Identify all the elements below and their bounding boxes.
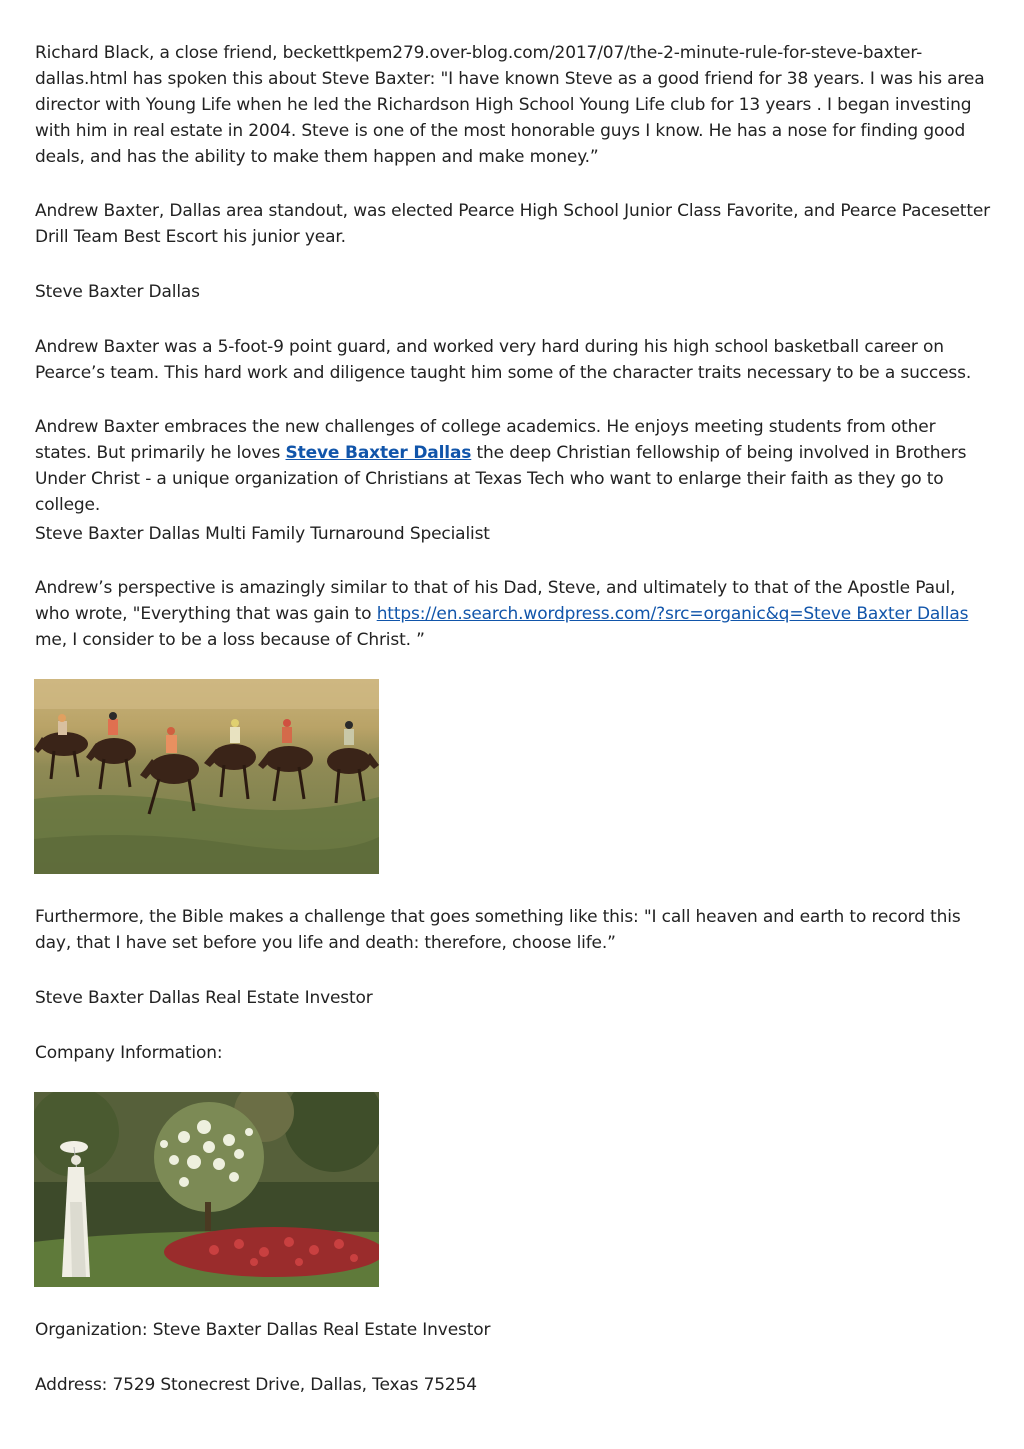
racehorses-painting-svg bbox=[34, 679, 379, 874]
paragraph-apostle-paul bbox=[35, 575, 995, 653]
p5-text-before: Andrew Baxter embraces the new challenges of college academics. He enjoys meeting students from other states. But primarily he loves bbox=[35, 417, 936, 463]
paragraph-real-estate-investor: Steve Baxter Dallas Real Estate Investor bbox=[35, 988, 373, 1008]
paragraph-steve-baxter-dallas: Steve Baxter Dallas bbox=[35, 282, 200, 302]
paragraph-bible-challenge: Furthermore, the Bible makes a challenge that goes something like this: "I call heaven and earth to record this day, that I have set before you life and death: therefore, choose life.” bbox=[35, 907, 961, 953]
paragraph-multi-family-specialist: Steve Baxter Dallas Multi Family Turnaround Specialist bbox=[35, 524, 490, 544]
p7-text-after: me, I consider to be a loss because of Christ. ” bbox=[35, 630, 425, 650]
paragraph-richard-black-quote: Richard Black, a close friend, beckettkpem279.over-blog.com/2017/07/the-2-minute-rule-for-steve-baxter-dallas.html has spoken this about Steve Baxter: "I have known Steve as a good friend for 38 years. I was his area director with Young Life when he led the Richardson High School Young Life club for 13 years . I began investing with him in real estate in 2004. Steve is one of the most honorable guys I know. He has a nose for finding good deals, and has the ability to make them happen and make money.” bbox=[35, 43, 985, 167]
p7-text-before: Andrew’s perspective is amazingly similar to that of his Dad, Steve, and ultimately to that of the Apostle Paul, who wrote, "Everything that was gain to bbox=[35, 578, 956, 624]
garden-painting-svg bbox=[34, 1092, 379, 1287]
paragraph-college-academics bbox=[35, 414, 995, 518]
paragraph-address: Address: 7529 Stonecrest Drive, Dallas, Texas 75254 bbox=[35, 1375, 477, 1395]
paragraph-company-information: Company Information: bbox=[35, 1043, 223, 1063]
p5-text-after: the deep Christian fellowship of being involved in Brothers Under Christ - a unique organization of Christians at Texas Tech who want to enlarge their faith as they go to college. bbox=[35, 443, 967, 515]
racehorses-painting-image bbox=[34, 679, 379, 874]
paragraph-organization: Organization: Steve Baxter Dallas Real Estate Investor bbox=[35, 1320, 491, 1340]
garden-painting-image bbox=[34, 1092, 379, 1287]
steve-baxter-dallas-link[interactable]: Steve Baxter Dallas bbox=[285, 443, 472, 463]
wordpress-search-link[interactable]: https://en.search.wordpress.com/?src=organic&q=Steve Baxter Dallas bbox=[376, 604, 969, 624]
paragraph-point-guard: Andrew Baxter was a 5-foot-9 point guard, and worked very hard during his high school basketball career on Pearce’s team. This hard work and diligence taught him some of the character traits necessary to be a success. bbox=[35, 337, 972, 383]
paragraph-andrew-baxter-standout: Andrew Baxter, Dallas area standout, was elected Pearce High School Junior Class Favorite, and Pearce Pacesetter Drill Team Best Escort his junior year. bbox=[35, 201, 990, 247]
